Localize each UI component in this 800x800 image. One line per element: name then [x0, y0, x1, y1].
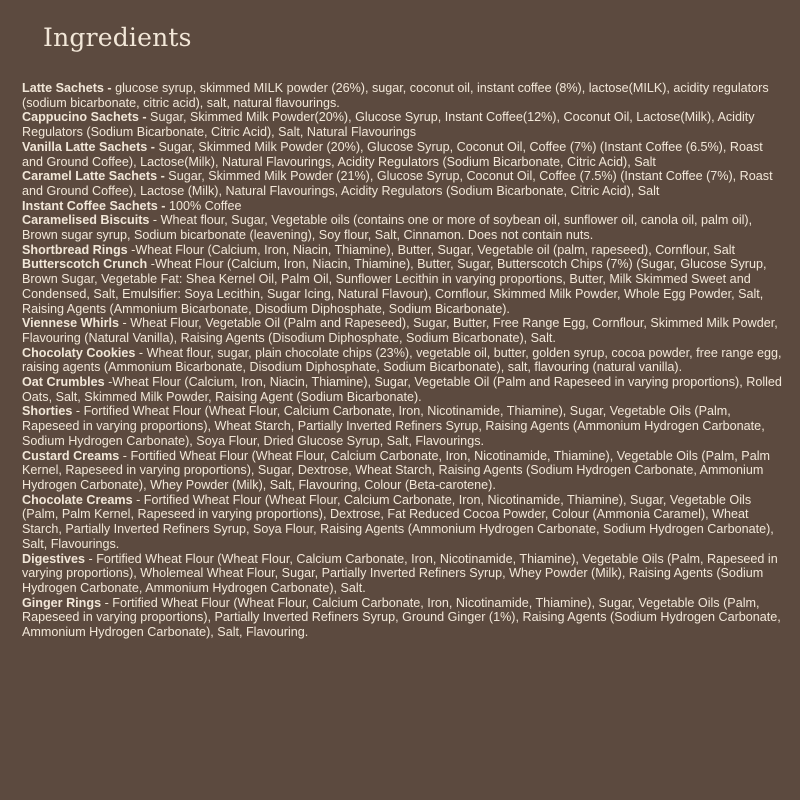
- ingredient-product-name: Viennese Whirls: [22, 316, 120, 331]
- ingredient-description: - Wheat flour, Sugar, Vegetable oils (contains one or more of soybean oil, sunflower oil, canola oil, palm oil), Brown sugar syrup, Sodium bicarbonate (leavening), Soy flour, Salt, Cinnamon. Does not contain nuts.: [22, 213, 753, 243]
- ingredient-item: [22, 213, 784, 242]
- ingredient-item: [22, 596, 784, 640]
- ingredient-item: [22, 404, 784, 448]
- ingredient-product-name: Instant Coffee Sachets -: [22, 198, 166, 213]
- ingredient-product-name: Cappucino Sachets -: [22, 110, 147, 125]
- ingredient-item: [22, 140, 784, 169]
- ingredient-item: [22, 257, 784, 316]
- ingredient-description: Sugar, Skimmed Milk Powder(20%), Glucose Syrup, Instant Coffee(12%), Coconut Oil, Lactose(Milk), Acidity Regulators (Sodium Bicarbonate, Citric Acid), Salt, Natural Flavourings: [22, 110, 755, 140]
- ingredient-item: [22, 346, 784, 375]
- ingredient-item: [22, 316, 784, 345]
- ingredient-product-name: Caramelised Biscuits: [22, 213, 150, 228]
- ingredient-product-name: Custard Creams: [22, 448, 120, 463]
- ingredient-description: - Fortified Wheat Flour (Wheat Flour, Calcium Carbonate, Iron, Nicotinamide, Thiamine), Sugar, Vegetable Oils (Palm, Rapeseed in varying proportions), Wheat Starch, Partially Inverted Refiners Syrup, Raising Agents (Ammonium Hydrogen Carbonate, Sodium Hydrogen Carbonate), Soya Flour, Dried Glucose Syrup, Salt, Flavourings.: [22, 404, 765, 448]
- ingredient-product-name: Caramel Latte Sachets -: [22, 169, 165, 184]
- ingredient-product-name: Chocolate Creams: [22, 492, 133, 507]
- ingredient-product-name: Shorties: [22, 404, 73, 419]
- ingredient-product-name: Vanilla Latte Sachets -: [22, 139, 155, 154]
- ingredient-item: [22, 169, 784, 198]
- ingredient-product-name: Oat Crumbles: [22, 375, 105, 390]
- ingredient-product-name: Chocolaty Cookies: [22, 345, 136, 360]
- ingredient-item: [22, 449, 784, 493]
- ingredient-description: -Wheat Flour (Calcium, Iron, Niacin, Thiamine), Sugar, Vegetable Oil (Palm and Rapeseed in varying proportions), Rolled Oats, Salt, Skimmed Milk Powder, Raising Agent (Sodium Bicarbonate).: [22, 375, 782, 404]
- ingredient-item: [22, 199, 784, 214]
- ingredient-list: [22, 81, 784, 640]
- ingredient-item: [22, 493, 784, 552]
- ingredient-product-name: Shortbread Rings: [22, 242, 128, 257]
- ingredient-description: - Fortified Wheat Flour (Wheat Flour, Calcium Carbonate, Iron, Nicotinamide, Thiamine), Vegetable Oils (Palm, Palm Kernel, Rapeseed in varying proportions), Sugar, Dextrose, Wheat Starch, Raising Agents (Sodium Hydrogen Carbonate, Ammonium Hydrogen Carbonate), Whey Powder (Milk), Salt, Flavouring, Colour (Beta-carotene).: [22, 448, 770, 492]
- ingredient-item: [22, 243, 784, 258]
- ingredient-item: [22, 375, 784, 404]
- ingredient-product-name: Latte Sachets -: [22, 81, 112, 95]
- ingredient-description: - Wheat flour, sugar, plain chocolate chips (23%), vegetable oil, butter, golden syrup, cocoa powder, free range egg, raising agents (Ammonium Bicarbonate, Disodium Diphosphate, Sodium Bicarbonate), salt, flavouring (natural vanilla).: [22, 345, 782, 375]
- ingredient-description: 100% Coffee: [165, 198, 242, 213]
- ingredient-description: Sugar, Skimmed Milk Powder (20%), Glucose Syrup, Coconut Oil, Coffee (7%) (Instant Coffee (6.5%), Roast and Ground Coffee), Lactose(Milk), Natural Flavourings, Acidity Regulators (Sodium Bicarbonate, Citric Acid), Salt: [22, 139, 763, 169]
- ingredient-item: [22, 110, 784, 139]
- ingredient-description: - Fortified Wheat Flour (Wheat Flour, Calcium Carbonate, Iron, Nicotinamide, Thiamine), Vegetable Oils (Palm, Rapeseed in varying proportions), Wholemeal Wheat Flour, Sugar, Partially Inverted Refiners Syrup, Whey Powder (Milk), Raising Agents (Sodium Hydrogen Carbonate, Ammonium Hydrogen Carbonate), Salt.: [22, 551, 778, 595]
- ingredient-product-name: Digestives: [22, 551, 85, 566]
- ingredient-item: [22, 81, 784, 110]
- page-title: Ingredients: [43, 23, 192, 52]
- ingredient-description: -Wheat Flour (Calcium, Iron, Niacin, Thiamine), Butter, Sugar, Butterscotch Chips (7%) (Sugar, Glucose Syrup, Brown Sugar, Vegetable Fat: Shea Kernel Oil, Palm Oil, Sunflower Lecithin in varying proportions, Butter, Milk Skimmed Sweet and Condensed, Salt, Emulsifier: Soya Lecithin, Sugar Icing, Natural Flavour), Cornflour, Skimmed Milk Powder, Whole Egg Powder, Salt, Raising Agents (Ammonium Bicarbonate, Disodium Diphosphate, Sodium Bicarbonate).: [22, 257, 767, 316]
- ingredient-description: - Wheat Flour, Vegetable Oil (Palm and Rapeseed), Sugar, Butter, Free Range Egg, Cornflour, Skimmed Milk Powder, Flavouring (Natural Vanilla), Raising Agents (Disodium Diphosphate, Sodium Bicarbonate), Salt.: [22, 316, 778, 345]
- ingredient-description: -Wheat Flour (Calcium, Iron, Niacin, Thiamine), Butter, Sugar, Vegetable oil (palm, rapeseed), Cornflour, Salt: [127, 242, 736, 257]
- ingredient-item: [22, 552, 784, 596]
- ingredient-description: - Fortified Wheat Flour (Wheat Flour, Calcium Carbonate, Iron, Nicotinamide, Thiamine), Sugar, Vegetable Oils (Palm, Palm Kernel, Rapeseed in varying proportions), Dextrose, Fat Reduced Cocoa Powder, Colour (Ammonia Caramel), Wheat Starch, Partially Inverted Refiners Syrup, Soya Flour, Raising Agents (Ammonium Hydrogen Carbonate, Sodium Hydrogen Carbonate), Salt, Flavourings.: [22, 492, 774, 551]
- ingredient-product-name: Ginger Rings: [22, 595, 102, 610]
- ingredient-description: glucose syrup, skimmed MILK powder (26%), sugar, coconut oil, instant coffee (8%), lactose(MILK), acidity regulators (sodium bicarbonate, citric acid), salt, natural flavourings.: [22, 81, 769, 110]
- ingredient-description: - Fortified Wheat Flour (Wheat Flour, Calcium Carbonate, Iron, Nicotinamide, Thiamine), Sugar, Vegetable Oils (Palm, Rapeseed in varying proportions), Partially Inverted Refiners Syrup, Ground Ginger (1%), Raising Agents (Sodium Hydrogen Carbonate, Ammonium Hydrogen Carbonate), Salt, Flavouring.: [22, 595, 781, 640]
- ingredient-product-name: Butterscotch Crunch: [22, 257, 148, 272]
- ingredient-description: Sugar, Skimmed Milk Powder (21%), Glucose Syrup, Coconut Oil, Coffee (7.5%) (Instant Coffee (7%), Roast and Ground Coffee), Lactose (Milk), Natural Flavourings, Acidity Regulators (Sodium Bicarbonate, Citric Acid), Salt: [22, 169, 773, 198]
